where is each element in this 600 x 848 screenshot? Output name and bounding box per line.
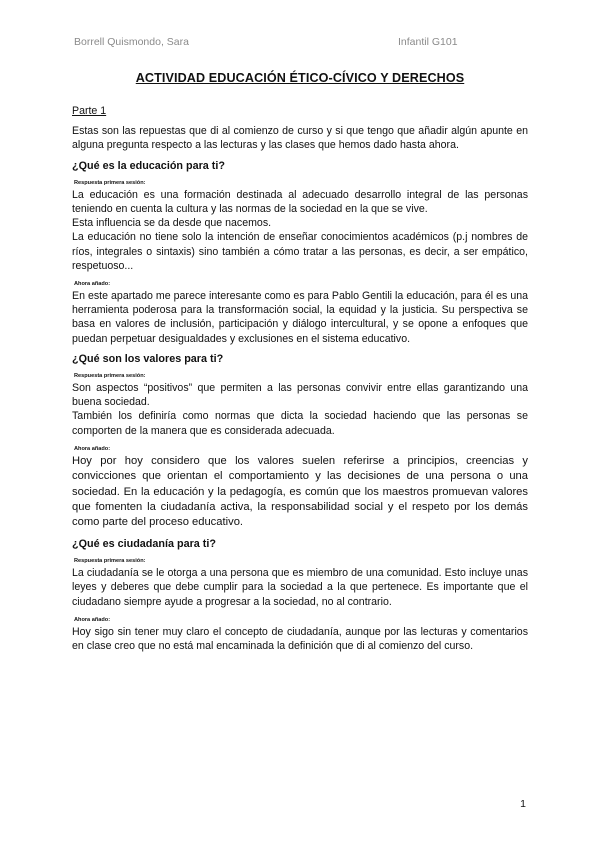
answer-paragraph: La ciudadanía se le otorga a una persona que es miembro de una comunidad. Esto incluye unas leyes y deberes que debe cumplir para la sociedad a la que pertenece. Es importante que el ciudadano siempre ayude a progresar a la sociedad, no al contrario. [72, 567, 528, 608]
answer-paragraph: Esta influencia se da desde que nacemos. [72, 217, 272, 230]
first-answer-label: Respuesta primera sesión: [74, 558, 146, 565]
added-paragraph: En este apartado me parece interesante como es para Pablo Gentili la educación, para él es una herramienta poderosa para la transformación social, la equidad y la justicia. Su perspectiva se basa en valores de inclusión, participación y diálogo intercultural, y se opone a enfoques que puedan perpetuar desigualdades y exclusiones en el sistema educativo. [72, 290, 528, 345]
question-education: ¿Qué es la educación para ti? [72, 159, 226, 172]
added-paragraph: Hoy por hoy considero que los valores suelen referirse a principios, creencias y convicciones que orientan el comportamiento y las decisiones de una persona o una sociedad. En la educación y la pedagogía, es común que los maestros promuevan valores que fomenten la ciudadanía activa, la responsabilidad social y el respeto por los demás como parte del proceso educativo. [72, 454, 528, 529]
question-values: ¿Qué son los valores para ti? [72, 352, 224, 365]
first-answer-label: Respuesta primera sesión: [74, 179, 146, 186]
intro-paragraph: Estas son las repuestas que di al comienzo de curso y si que tengo que añadir algún apunte en alguna pregunta respecto a las lecturas y las clases que hemos dado hasta ahora. [72, 125, 528, 152]
first-answer-label: Respuesta primera sesión: [74, 373, 146, 380]
added-paragraph: Hoy sigo sin tener muy claro el concepto de ciudadanía, aunque por las lecturas y comentarios en clase creo que no está mal encaminada la definición que di al comienzo del curso. [72, 625, 528, 652]
page-number: 1 [520, 798, 526, 810]
course-group: Infantil G101 [398, 36, 458, 48]
part-heading: Parte 1 [72, 105, 107, 117]
answer-paragraph: Son aspectos “positivos” que permiten a las personas convivir entre ellas garantizando una buena sociedad. [72, 382, 528, 409]
answer-paragraph: La educación es una formación destinada al adecuado desarrollo integral de las personas teniendo en cuenta la cultura y las normas de la sociedad en la que se vive. [72, 188, 528, 216]
document-body [72, 104, 528, 653]
question-citizenship: ¿Qué es ciudadanía para ti? [72, 537, 216, 550]
added-answer-label: Ahora añado: [74, 281, 111, 288]
page-header [72, 36, 528, 50]
added-answer-label: Ahora añado: [74, 616, 111, 623]
answer-paragraph: También los definiría como normas que dicta la sociedad haciendo que las personas se comporten de la manera que es considerada adecuada. [72, 410, 528, 437]
added-answer-label: Ahora añado: [74, 445, 111, 452]
author-name: Borrell Quismondo, Sara [74, 36, 189, 48]
document-title: ACTIVIDAD EDUCACIÓN ÉTICO-CÍVICO Y DERECHOS [135, 71, 465, 85]
answer-paragraph: La educación no tiene solo la intención de enseñar conocimientos académicos (p.j nombres de ríos, integrales o sintaxis) sino también a cómo tratar a las personas, es decir, a ser empático, respetuoso... [72, 231, 528, 272]
